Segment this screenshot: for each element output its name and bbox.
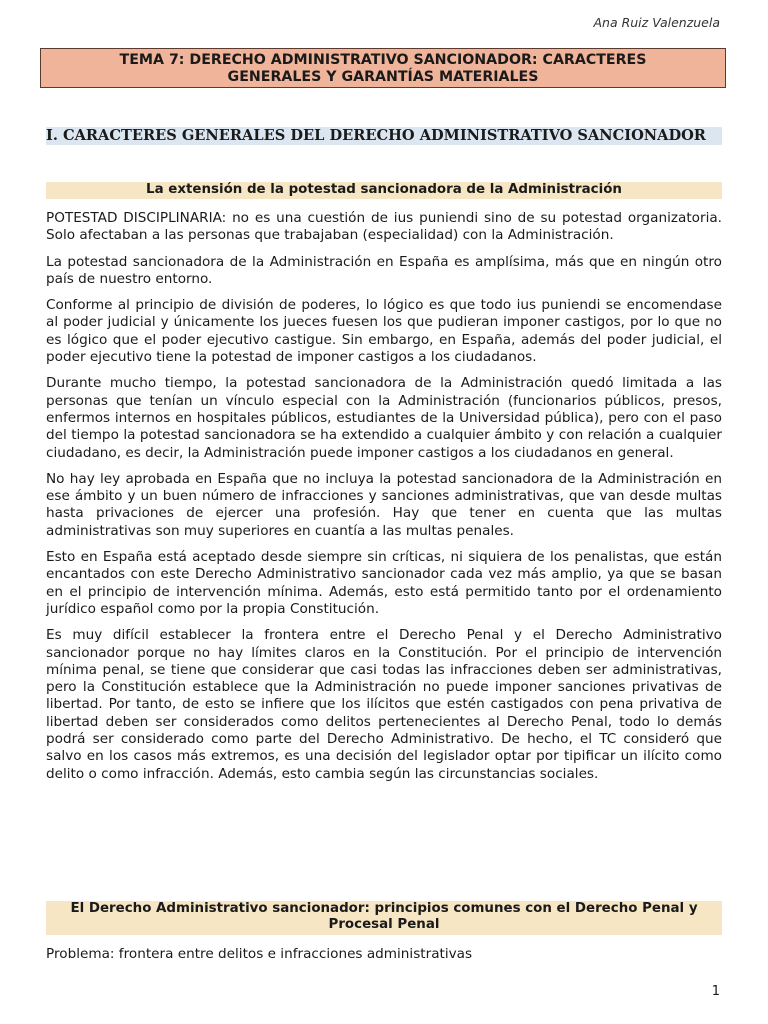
subsection-heading: La extensión de la potestad sancionadora de la Administración (46, 182, 722, 199)
paragraph: No hay ley aprobada en España que no incluya la potestad sancionadora de la Administración en ese ámbito y un buen número de infracciones y sanciones administrativas, que van desde multas hasta privaciones de ejercer una profesión. Hay que tener en cuenta que las multas administrativas son muy superiores en cuantía a las multas penales. (46, 470, 722, 539)
paragraph: Conforme al principio de división de poderes, lo lógico es que todo ius puniendi se encomendase al poder judicial y únicamente los jueces fuesen los que pudieran imponer castigos, por lo que no es lógico que el poder ejecutivo castigue. Sin embargo, en España, además del poder judicial, el poder ejecutivo tiene la potestad de imponer castigos a los ciudadanos. (46, 297, 722, 366)
page-number: 1 (711, 984, 720, 999)
section-heading: I. CARACTERES GENERALES DEL DERECHO ADMINISTRATIVO SANCIONADOR (46, 127, 722, 145)
subsection-heading-line-1: El Derecho Administrativo sancionador: principios comunes con el Derecho Penal y (70, 901, 698, 916)
document-title (40, 48, 726, 88)
paragraph: Es muy difícil establecer la frontera entre el Derecho Penal y el Derecho Administrativo sancionador porque no hay límites claros en la Constitución. Por el principio de intervención mínima penal, se tiene que considerar que casi todas las infracciones deben ser administrativas, pero la Constitución establece que la Administración no puede imponer sanciones privativas de libertad. Por tanto, de esto se infiere que los ilícitos que estén castigados con pena privativa de libertad deben ser considerados como delitos pertenecientes al Derecho Penal, todo lo demás podrá ser considerado como parte del Derecho Administrativo. De hecho, el TC consideró que salvo en los casos más extremos, es una decisión del legislador optar por tipificar un ilícito como delito o como infracción. Además, esto cambia según las circunstancias sociales. (46, 627, 722, 782)
title-line-1: TEMA 7: DERECHO ADMINISTRATIVO SANCIONADOR: CARACTERES (119, 52, 647, 68)
problem-statement: Problema: frontera entre delitos e infracciones administrativas (46, 946, 473, 962)
body-text (46, 210, 722, 792)
subsection-heading-line-2: Procesal Penal (328, 917, 440, 932)
title-line-2: GENERALES Y GARANTÍAS MATERIALES (227, 69, 539, 85)
paragraph: La potestad sancionadora de la Administración en España es amplísima, más que en ningún otro país de nuestro entorno. (46, 253, 722, 287)
paragraph: POTESTAD DISCIPLINARIA: no es una cuestión de ius puniendi sino de su potestad organizatoria. Solo afectaban a las personas que trabajaban (especialidad) con la Administración. (46, 210, 722, 244)
paragraph: Esto en España está aceptado desde siempre sin críticas, ni siquiera de los penalistas, que están encantados con este Derecho Administrativo sancionador cada vez más amplio, ya que se basan en el principio de intervención mínima. Además, esto está permitido tanto por el ordenamiento jurídico español como por la propia Constitución. (46, 549, 722, 617)
paragraph: Durante mucho tiempo, la potestad sancionadora de la Administración quedó limitada a las personas que tenían un vínculo especial con la Administración (funcionarios públicos, presos, enfermos internos en hospitales públicos, estudiantes de la Universidad pública), pero con el paso del tiempo la potestad sancionadora se ha extendido a cualquier ámbito y con relación a cualquier ciudadano, es decir, la Administración puede imponer castigos a los ciudadanos en general. (46, 375, 722, 461)
author-name: Ana Ruiz Valenzuela (593, 15, 720, 30)
subsection-heading-2 (46, 901, 722, 935)
